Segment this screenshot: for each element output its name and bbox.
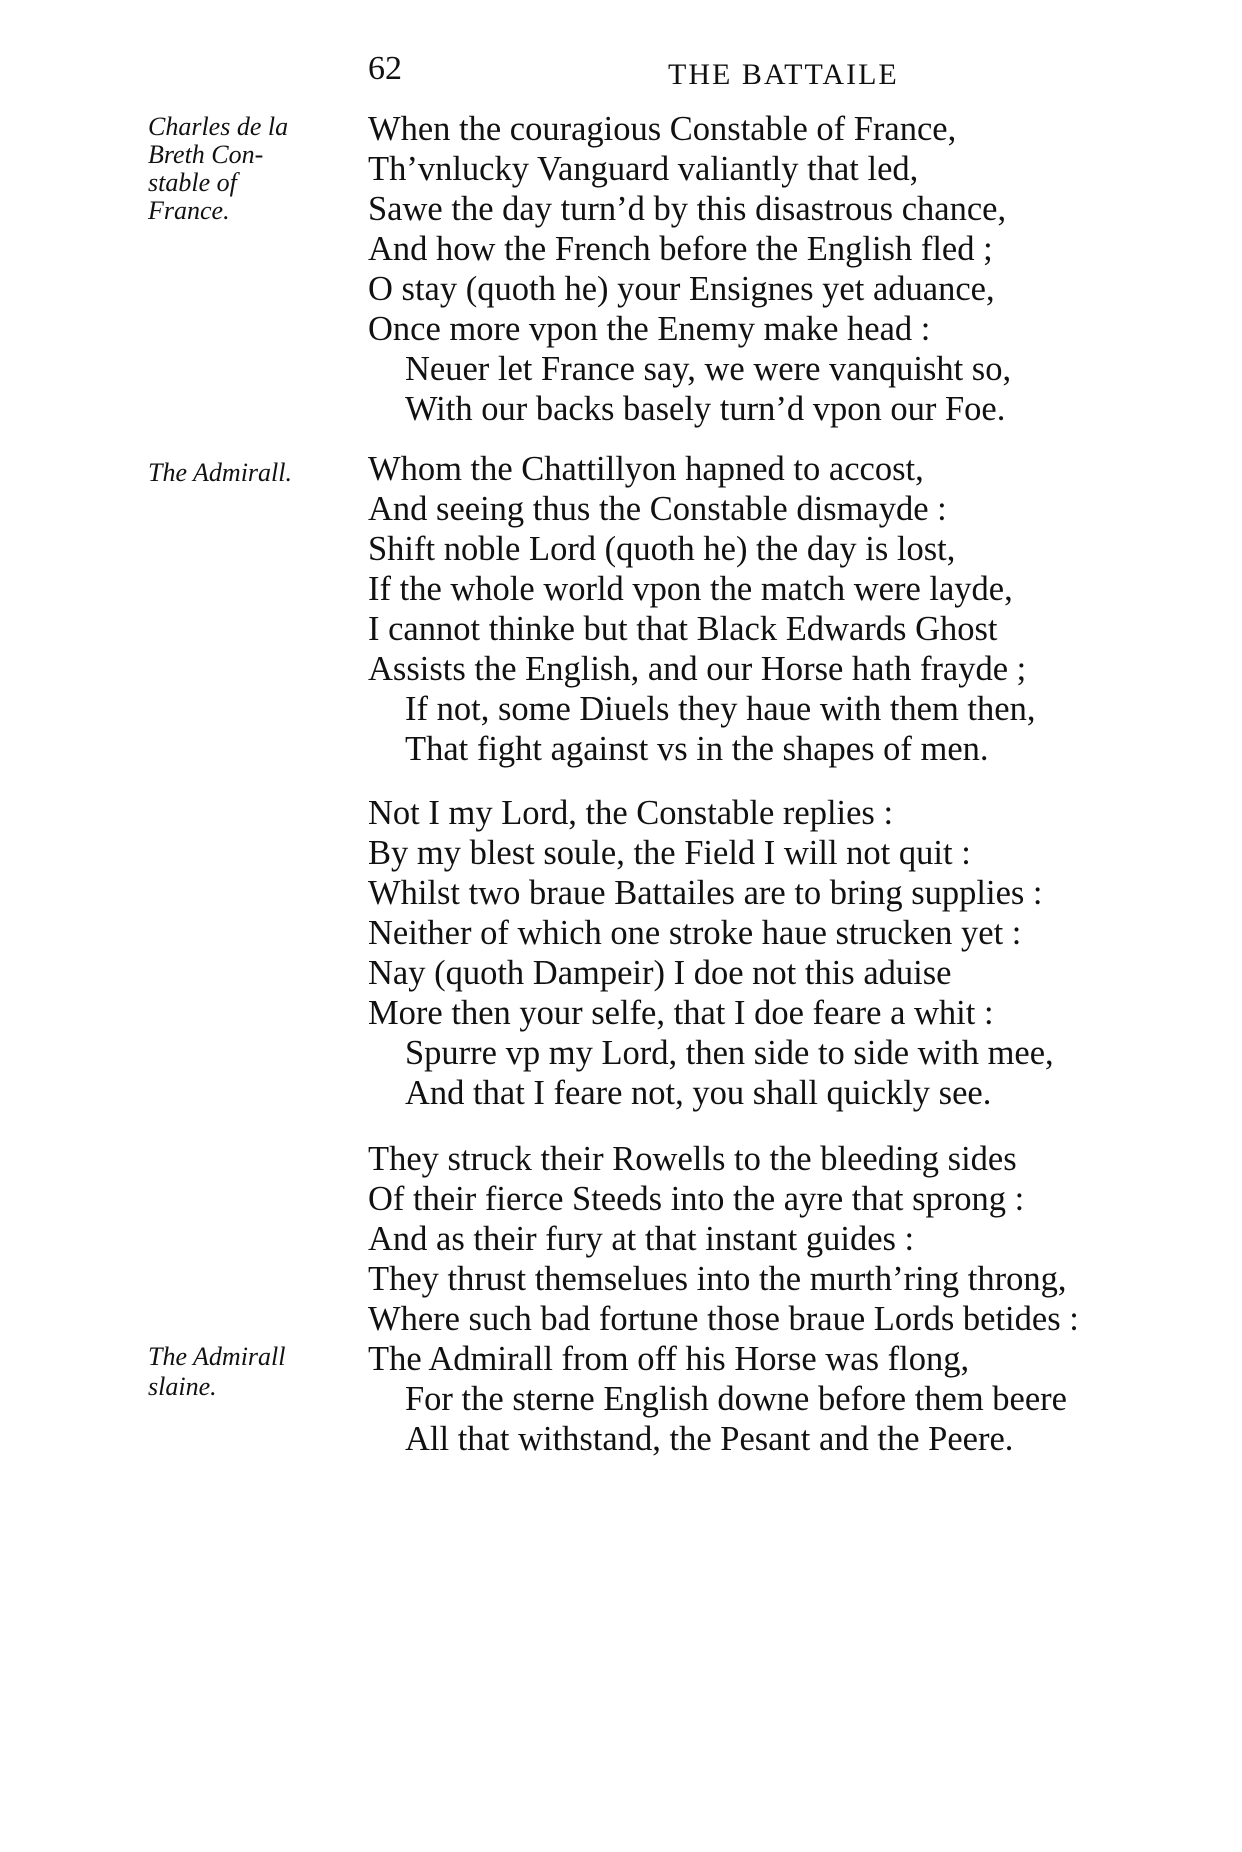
margin-note-constable-line-4: France. xyxy=(148,196,230,225)
verse-line-indented: That fight against vs in the shapes of men. xyxy=(405,730,989,768)
verse-line: And seeing thus the Constable dismayde : xyxy=(368,490,947,528)
verse-line-indented: With our backs basely turn’d vpon our Foe. xyxy=(405,390,1006,428)
verse-line: Neither of which one stroke haue strucken yet : xyxy=(368,914,1022,952)
verse-line: When the couragious Constable of France, xyxy=(368,110,957,148)
verse-line: They thrust themselues into the murth’ring throng, xyxy=(368,1260,1067,1298)
verse-line: Th’vnlucky Vanguard valiantly that led, xyxy=(368,150,919,188)
verse-line: Whilst two braue Battailes are to bring supplies : xyxy=(368,874,1043,912)
verse-line: More then your selfe, that I doe feare a whit : xyxy=(368,994,994,1032)
verse-line: And how the French before the English fled ; xyxy=(368,230,993,268)
verse-line-indented: And that I feare not, you shall quickly see. xyxy=(405,1074,992,1112)
verse-line: Of their fierce Steeds into the ayre that sprong : xyxy=(368,1180,1025,1218)
verse-line-indented: If not, some Diuels they haue with them then, xyxy=(405,690,1036,728)
verse-line: O stay (quoth he) your Ensignes yet aduance, xyxy=(368,270,995,308)
verse-line-indented: For the sterne English downe before them beere xyxy=(405,1380,1067,1418)
verse-line: Nay (quoth Dampeir) I doe not this aduise xyxy=(368,954,952,992)
margin-note-admirall-slaine-line-2: slaine. xyxy=(148,1372,217,1401)
verse-line: If the whole world vpon the match were layde, xyxy=(368,570,1013,608)
verse-line: Once more vpon the Enemy make head : xyxy=(368,310,931,348)
verse-line: Sawe the day turn’d by this disastrous chance, xyxy=(368,190,1007,228)
verse-line: Shift noble Lord (quoth he) the day is lost, xyxy=(368,530,956,568)
verse-line-indented: All that withstand, the Pesant and the Peere. xyxy=(405,1420,1014,1458)
page-number: 62 xyxy=(368,50,402,87)
verse-line: Whom the Chattillyon hapned to accost, xyxy=(368,450,924,488)
verse-line: They struck their Rowells to the bleeding sides xyxy=(368,1140,1017,1178)
verse-line: By my blest soule, the Field I will not quit : xyxy=(368,834,971,872)
margin-note-constable-line-1: Charles de la xyxy=(148,112,289,141)
verse-line-indented: Neuer let France say, we were vanquisht so, xyxy=(405,350,1012,388)
margin-note-constable-line-2: Breth Con- xyxy=(148,140,264,169)
verse-line: Assists the English, and our Horse hath frayde ; xyxy=(368,650,1027,688)
running-head: THE BATTAILE xyxy=(668,58,899,91)
verse-line: Where such bad fortune those braue Lords betides : xyxy=(368,1300,1079,1338)
margin-note-admirall-slaine-line-1: The Admirall xyxy=(148,1342,286,1371)
verse-line-indented: Spurre vp my Lord, then side to side with mee, xyxy=(405,1034,1054,1072)
verse-line: Not I my Lord, the Constable replies : xyxy=(368,794,894,832)
margin-note-constable-line-3: stable of xyxy=(148,168,237,197)
verse-line: The Admirall from off his Horse was flong, xyxy=(368,1340,970,1378)
page-header xyxy=(0,50,1242,110)
verse-line: And as their fury at that instant guides : xyxy=(368,1220,915,1258)
margin-note-admirall: The Admirall. xyxy=(148,458,292,487)
verse-line: I cannot thinke but that Black Edwards Ghost xyxy=(368,610,998,648)
